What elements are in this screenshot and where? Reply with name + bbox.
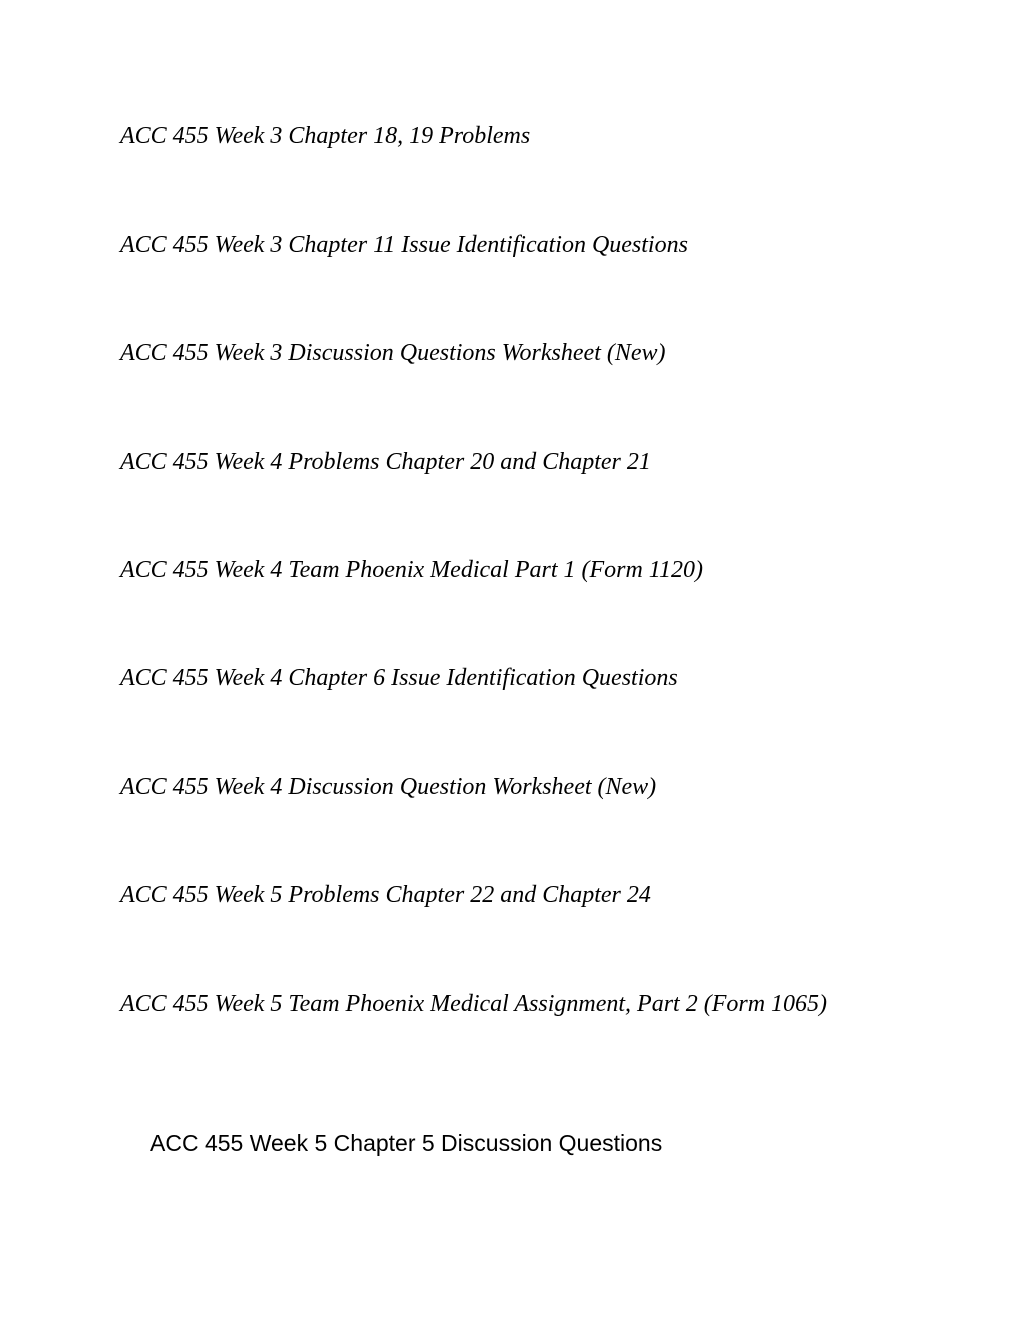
list-item: ACC 455 Week 4 Chapter 6 Issue Identification Questions — [120, 665, 678, 691]
list-item: ACC 455 Week 5 Problems Chapter 22 and Chapter 24 — [120, 882, 651, 908]
list-item: ACC 455 Week 4 Problems Chapter 20 and Chapter 21 — [120, 449, 651, 475]
list-item: ACC 455 Week 3 Discussion Questions Worksheet (New) — [120, 340, 666, 366]
list-item: ACC 455 Week 4 Team Phoenix Medical Part 1 (Form 1120) — [120, 557, 704, 583]
list-item: ACC 455 Week 4 Discussion Question Worksheet (New) — [120, 774, 657, 800]
list-item: ACC 455 Week 3 Chapter 18, 19 Problems — [120, 123, 531, 149]
list-item: ACC 455 Week 5 Chapter 5 Discussion Questions — [150, 1130, 663, 1156]
list-item: ACC 455 Week 3 Chapter 11 Issue Identification Questions — [120, 232, 688, 258]
list-item: ACC 455 Week 5 Team Phoenix Medical Assignment, Part 2 (Form 1065) — [120, 991, 828, 1017]
